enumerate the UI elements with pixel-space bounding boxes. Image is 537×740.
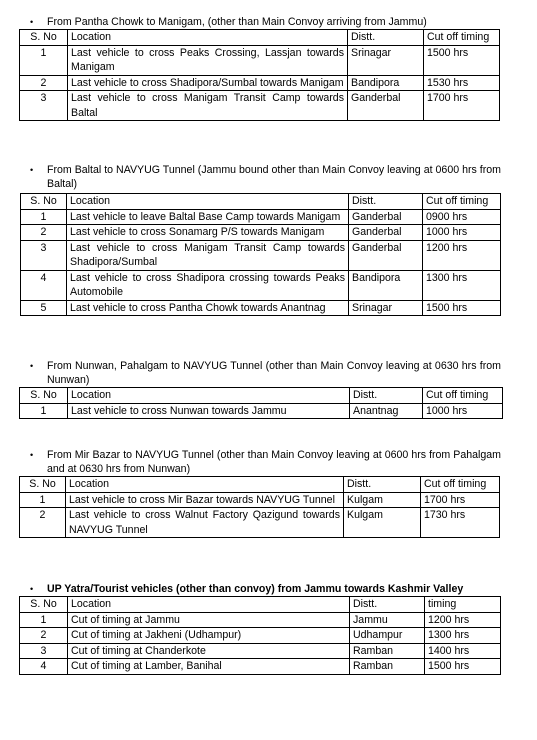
cell-sno: 1 [21, 209, 67, 225]
cell-time: 1730 hrs [421, 508, 500, 538]
table-header-row [21, 194, 501, 210]
cell-time: 1530 hrs [424, 75, 500, 91]
cell-sno: 4 [21, 270, 67, 300]
header-cutoff: Cut off timing [423, 194, 501, 210]
cell-time: 1700 hrs [424, 91, 500, 121]
header-sno: S. No [20, 30, 68, 46]
cell-sno: 3 [21, 240, 67, 270]
cell-sno: 2 [20, 508, 66, 538]
table-header-row [20, 388, 503, 404]
table-row [21, 240, 501, 270]
cell-location: Last vehicle to cross Manigam Transit Camp towards Baltal [68, 91, 348, 121]
cell-distt: Srinagar [349, 300, 423, 316]
cell-sno: 1 [20, 492, 66, 508]
cell-location: Last vehicle to cross Shadipora crossing towards Peaks Automobile [67, 270, 349, 300]
cell-sno: 4 [20, 659, 68, 675]
cell-time: 1400 hrs [425, 643, 501, 659]
table-row [20, 628, 501, 644]
header-location: Location [68, 30, 348, 46]
section-heading: UP Yatra/Tourist vehicles (other than convoy) from Jammu towards Kashmir Valley [47, 583, 464, 595]
header-cutoff: Cut off timing [423, 388, 503, 404]
section-heading: From Mir Bazar to NAVYUG Tunnel (other than Main Convoy leaving at 0600 hrs from Pahalgam and at 0630 hrs from Nunwan) [47, 449, 501, 475]
table-row [21, 209, 501, 225]
header-sno: S. No [20, 388, 68, 404]
cell-location: Last vehicle to cross Shadipora/Sumbal towards Manigam [68, 75, 348, 91]
cell-time: 1000 hrs [423, 403, 503, 419]
cell-location: Last vehicle to cross Mir Bazar towards NAVYUG Tunnel [66, 492, 344, 508]
cell-sno: 1 [20, 403, 68, 419]
bullet-icon: • [30, 361, 34, 371]
cell-location: Last vehicle to cross Sonamarg P/S towards Manigam [67, 225, 349, 241]
cell-time: 1700 hrs [421, 492, 500, 508]
section-heading: From Baltal to NAVYUG Tunnel (Jammu bound other than Main Convoy leaving at 0600 hrs from Baltal) [47, 164, 501, 190]
cell-time: 1500 hrs [425, 659, 501, 675]
header-location: Location [66, 477, 344, 493]
timing-table [19, 596, 501, 675]
timing-table [19, 29, 500, 121]
cell-time: 1500 hrs [423, 300, 501, 316]
header-distt: Distt. [350, 388, 423, 404]
cell-time: 1200 hrs [425, 612, 501, 628]
cell-location: Cut of timing at Chanderkote [68, 643, 350, 659]
cell-location: Last vehicle to cross Peaks Crossing, Lassjan towards Manigam [68, 45, 348, 75]
header-sno: S. No [20, 477, 66, 493]
table-row [20, 403, 503, 419]
header-distt: Distt. [348, 30, 424, 46]
cell-location: Last vehicle to cross Manigam Transit Camp towards Shadipora/Sumbal [67, 240, 349, 270]
cell-time: 1500 hrs [424, 45, 500, 75]
cell-time: 1300 hrs [423, 270, 501, 300]
cell-location: Cut of timing at Jammu [68, 612, 350, 628]
cell-sno: 5 [21, 300, 67, 316]
header-cutoff: Cut off timing [421, 477, 500, 493]
table-row [20, 492, 500, 508]
table-row [20, 659, 501, 675]
header-distt: Distt. [344, 477, 421, 493]
table-row [21, 270, 501, 300]
cell-location: Last vehicle to cross Walnut Factory Qazigund towards NAVYUG Tunnel [66, 508, 344, 538]
cell-sno: 2 [20, 75, 68, 91]
cell-sno: 1 [20, 45, 68, 75]
section-heading: From Pantha Chowk to Manigam, (other than Main Convoy arriving from Jammu) [47, 16, 427, 28]
header-timing: timing [425, 597, 501, 613]
cell-distt: Bandipora [348, 75, 424, 91]
timing-table [19, 387, 503, 419]
table-row [21, 225, 501, 241]
cell-time: 1300 hrs [425, 628, 501, 644]
cell-location: Cut of timing at Lamber, Banihal [68, 659, 350, 675]
cell-sno: 2 [20, 628, 68, 644]
cell-distt: Ganderbal [348, 91, 424, 121]
table-row [21, 300, 501, 316]
cell-distt: Srinagar [348, 45, 424, 75]
cell-distt: Jammu [350, 612, 425, 628]
cell-time: 1200 hrs [423, 240, 501, 270]
cell-distt: Ganderbal [349, 240, 423, 270]
timing-table [20, 193, 501, 316]
cell-location: Last vehicle to leave Baltal Base Camp towards Manigam [67, 209, 349, 225]
cell-distt: Anantnag [350, 403, 423, 419]
cell-distt: Kulgam [344, 508, 421, 538]
cell-time: 0900 hrs [423, 209, 501, 225]
bullet-icon: • [30, 165, 34, 175]
section-heading: From Nunwan, Pahalgam to NAVYUG Tunnel (other than Main Convoy leaving at 0630 hrs from Nunwan) [47, 360, 501, 386]
header-location: Location [67, 194, 349, 210]
cell-sno: 3 [20, 643, 68, 659]
cell-sno: 3 [20, 91, 68, 121]
table-row [20, 508, 500, 538]
cell-distt: Ramban [350, 643, 425, 659]
table-header-row [20, 597, 501, 613]
table-row [20, 91, 500, 121]
cell-distt: Kulgam [344, 492, 421, 508]
table-row [20, 643, 501, 659]
cell-distt: Ganderbal [349, 225, 423, 241]
header-sno: S. No [21, 194, 67, 210]
header-distt: Distt. [349, 194, 423, 210]
table-row [20, 75, 500, 91]
cell-distt: Ramban [350, 659, 425, 675]
cell-location: Last vehicle to cross Pantha Chowk towards Anantnag [67, 300, 349, 316]
header-distt: Distt. [350, 597, 425, 613]
cell-time: 1000 hrs [423, 225, 501, 241]
table-row [20, 45, 500, 75]
header-sno: S. No [20, 597, 68, 613]
cell-sno: 1 [20, 612, 68, 628]
cell-location: Cut of timing at Jakheni (Udhampur) [68, 628, 350, 644]
bullet-icon: • [30, 584, 34, 594]
header-cutoff: Cut off timing [424, 30, 500, 46]
bullet-icon: • [30, 17, 34, 27]
header-location: Location [68, 597, 350, 613]
cell-distt: Bandipora [349, 270, 423, 300]
timing-table [19, 476, 500, 538]
cell-distt: Udhampur [350, 628, 425, 644]
cell-location: Last vehicle to cross Nunwan towards Jammu [68, 403, 350, 419]
table-row [20, 612, 501, 628]
cell-distt: Ganderbal [349, 209, 423, 225]
header-location: Location [68, 388, 350, 404]
table-header-row [20, 477, 500, 493]
cell-sno: 2 [21, 225, 67, 241]
table-header-row [20, 30, 500, 46]
bullet-icon: • [30, 450, 34, 460]
